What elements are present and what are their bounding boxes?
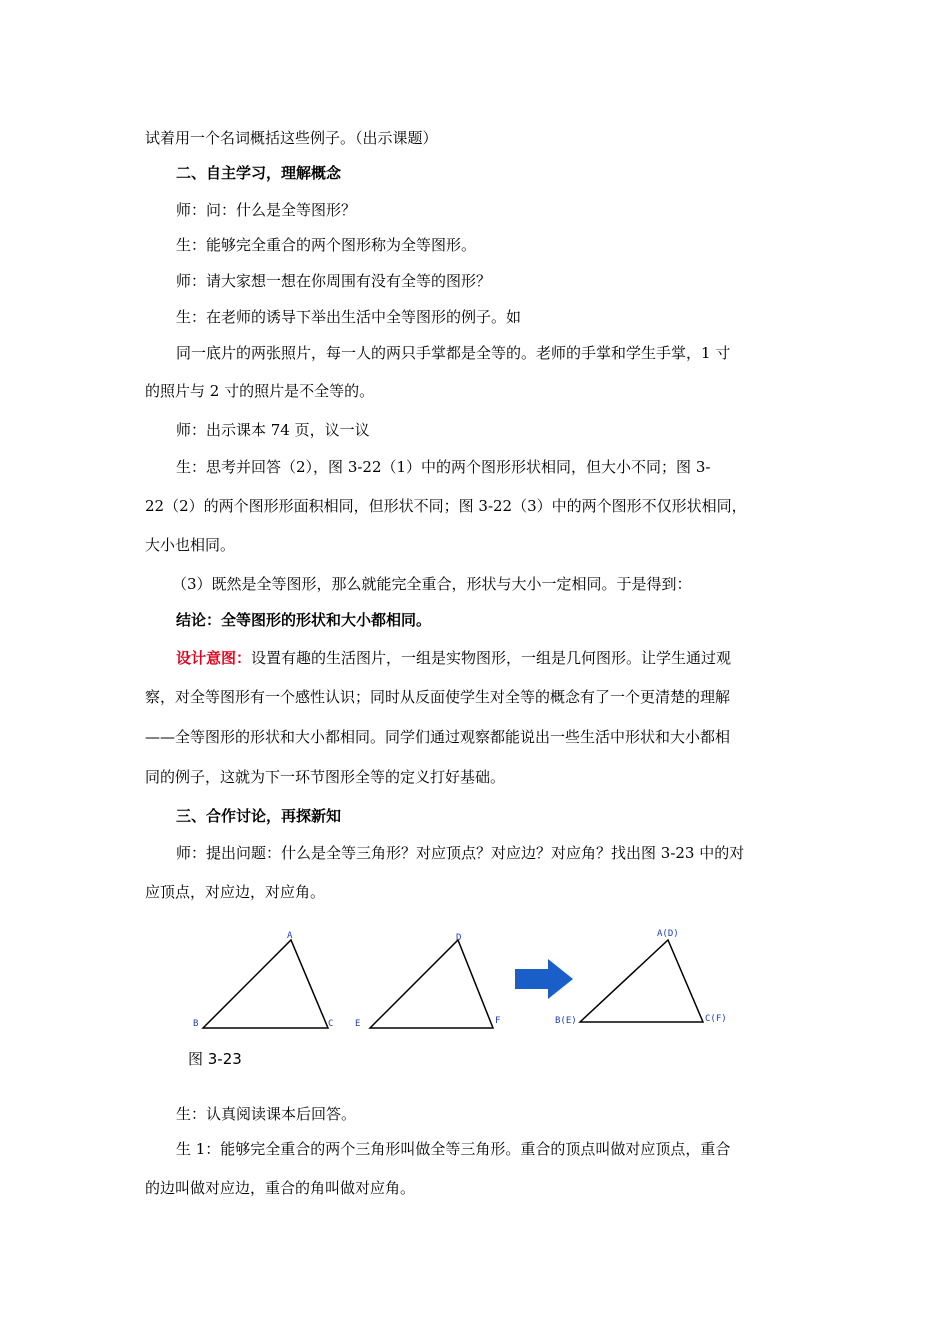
text-line: 师：问：什么是全等图形？ bbox=[176, 201, 357, 219]
vertex-label-d: D bbox=[456, 933, 462, 943]
text-line: 师：出示课本 74 页，议一议 bbox=[176, 421, 370, 439]
text-line: 同的例子，这就为下一环节图形全等的定义打好基础。 bbox=[145, 768, 506, 786]
section-heading: 三、合作讨论，再探新知 bbox=[176, 807, 342, 825]
triangles-diagram bbox=[185, 925, 745, 1040]
text-line: 试着用一个名词概括这些例子。（出示课题） bbox=[145, 129, 438, 147]
vertex-label-ad: A(D) bbox=[657, 929, 679, 939]
text-line: 师：提出问题：什么是全等三角形？对应顶点？对应边？对应角？找出图 3-23 中的对 bbox=[176, 844, 745, 862]
triangle-abc bbox=[203, 940, 328, 1028]
vertex-label-cf: C(F) bbox=[705, 1014, 727, 1024]
text-line: 师：请大家想一想在你周围有没有全等的图形？ bbox=[176, 272, 492, 290]
text-line: 大小也相同。 bbox=[145, 536, 236, 554]
design-intent-label: 设计意图： bbox=[176, 649, 252, 667]
text-line: 生：认真阅读课本后回答。 bbox=[176, 1105, 357, 1123]
text-line: 同一底片的两张照片，每一人的两只手掌都是全等的。老师的手掌和学生手掌，1 寸 bbox=[176, 344, 731, 362]
text-line: 的边叫做对应边，重合的角叫做对应角。 bbox=[145, 1179, 416, 1197]
text-line: 的照片与 2 寸的照片是不全等的。 bbox=[145, 382, 375, 400]
triangle-figure bbox=[185, 925, 745, 1040]
vertex-label-b: B bbox=[193, 1019, 199, 1029]
section-heading: 二、自主学习，理解概念 bbox=[176, 164, 342, 182]
vertex-label-be: B(E) bbox=[555, 1016, 577, 1026]
vertex-label-c: C bbox=[328, 1019, 334, 1029]
text-line: 生 1：能够完全重合的两个三角形叫做全等三角形。重合的顶点叫做对应顶点，重合 bbox=[176, 1140, 731, 1158]
text-line: 生：思考并回答（2），图 3-22（1）中的两个图形形状相同，但大小不同；图 3- bbox=[176, 458, 711, 476]
text-line: 22（2）的两个图形形面积相同，但形状不同；图 3-22（3）中的两个图形不仅形状相同， bbox=[145, 497, 747, 515]
triangle-overlap bbox=[580, 940, 703, 1022]
text-line: 生：能够完全重合的两个图形称为全等图形。 bbox=[176, 236, 477, 254]
vertex-label-f: F bbox=[495, 1016, 501, 1026]
vertex-label-e: E bbox=[355, 1019, 361, 1029]
text-line: 察，对全等图形有一个感性认识；同时从反面使学生对全等的概念有了一个更清楚的理解 bbox=[145, 688, 731, 706]
design-intent-line bbox=[176, 648, 810, 668]
text-line: ——全等图形的形状和大小都相同。同学们通过观察都能说出一些生活中形状和大小都相 bbox=[145, 728, 731, 746]
text-line: 应顶点，对应边，对应角。 bbox=[145, 883, 326, 901]
arrow-right-icon bbox=[515, 959, 573, 999]
text-line: （3）既然是全等图形，那么就能完全重合，形状与大小一定相同。于是得到： bbox=[172, 575, 692, 593]
triangle-def bbox=[370, 940, 493, 1028]
text-line: 生：在老师的诱导下举出生活中全等图形的例子。如 bbox=[176, 308, 522, 326]
figure-caption: 图 3-23 bbox=[188, 1050, 242, 1068]
text-line: 设置有趣的生活图片，一组是实物图形，一组是几何图形。让学生通过观 bbox=[251, 649, 732, 667]
vertex-label-a: A bbox=[287, 931, 293, 941]
conclusion: 结论：全等图形的形状和大小都相同。 bbox=[176, 611, 432, 629]
